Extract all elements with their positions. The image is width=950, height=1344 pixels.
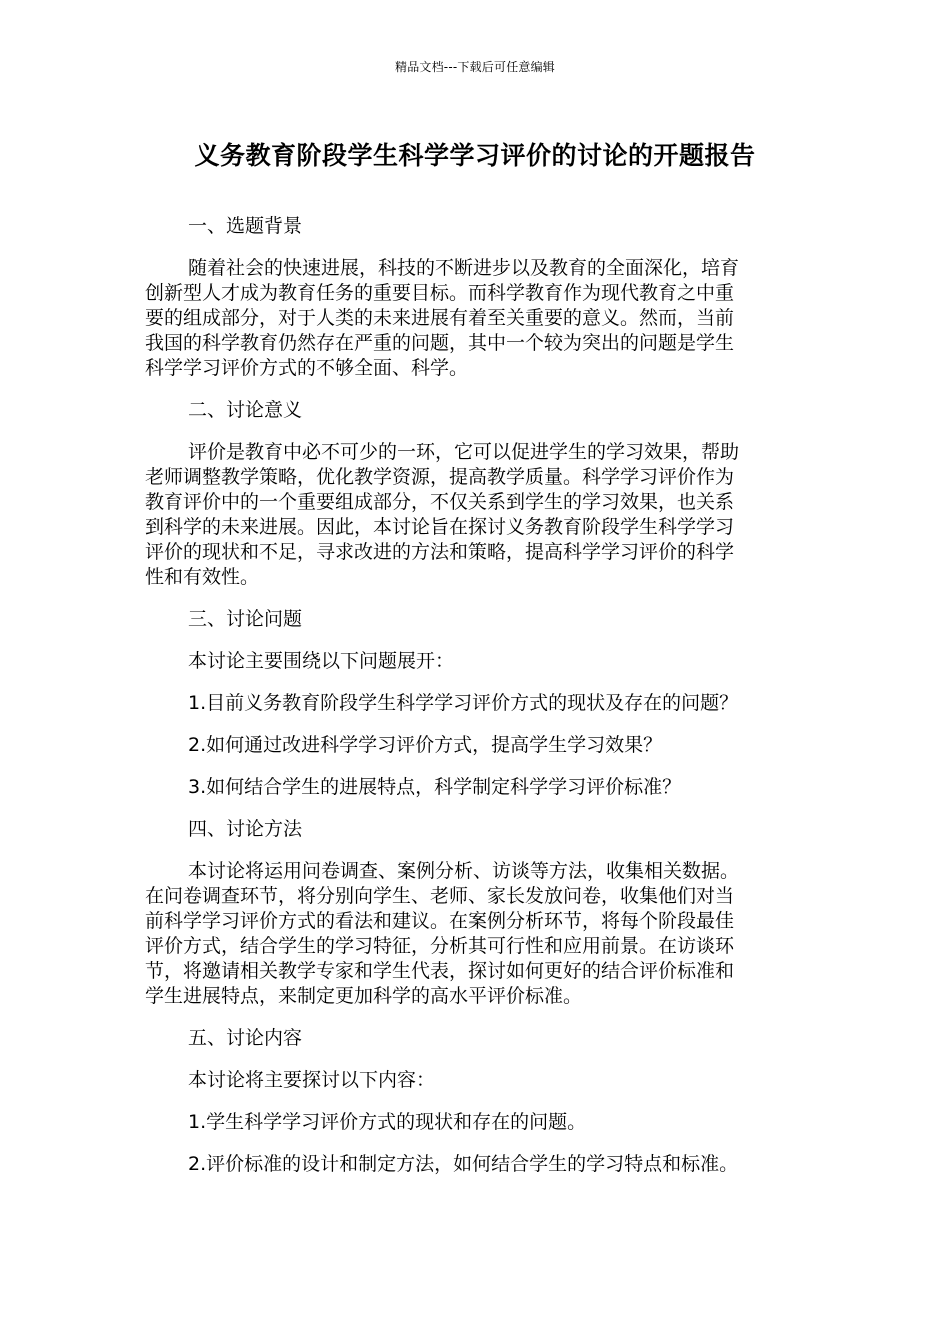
section-paragraph-significance: 评价是教育中必不可少的一环，它可以促进学生的学习效果，帮助 老师调整教学策略，优化教学资源，提高教学质量。科学学习评价作为 教育评价中的一个重要组成部分，不仅关系到学生的学习效果，也关系 到科学的未来进展。因此，本讨论旨在探讨义务教育阶段学生科学学习 评价的现状和不足，寻求改进的方法和策略，提高科学学习评价的科学 性和有效性。 (145, 441, 740, 588)
document-title: 义务教育阶段学生科学学习评价的讨论的开题报告 (194, 141, 756, 170)
list-item: 2.如何通过改进科学学习评价方式，提高学生学习效果？ (188, 734, 663, 756)
document-body (145, 214, 793, 1194)
section-heading-background: 一、选题背景 (188, 215, 303, 237)
section-heading-content: 五、讨论内容 (188, 1027, 303, 1049)
section-paragraph-methods: 本讨论将运用问卷调查、案例分析、访谈等方法，收集相关数据。 在问卷调查环节，将分别向学生、老师、家长发放问卷，收集他们对当 前科学学习评价方式的看法和建议。在案例分析环节，将每个阶段最佳 评价方式，结合学生的学习特征，分析其可行性和应用前景。在访谈环 节，将邀请相关教学专家和学生代表，探讨如何更好的结合评价标准和 学生进展特点，来制定更加科学的高水平评价标准。 (145, 860, 740, 1007)
section-heading-methods: 四、讨论方法 (188, 818, 303, 840)
header-note: 精品文档---下载后可任意编辑 (395, 60, 555, 74)
section-heading-questions: 三、讨论问题 (188, 608, 303, 630)
list-item: 1.学生科学学习评价方式的现状和存在的问题。 (188, 1111, 587, 1133)
list-item: 2.评价标准的设计和制定方法，如何结合学生的学习特点和标准。 (188, 1153, 739, 1175)
section-paragraph-background: 随着社会的快速进展，科技的不断进步以及教育的全面深化，培育 创新型人才成为教育任务的重要目标。而科学教育作为现代教育之中重 要的组成部分，对于人类的未来进展有着至关重要的意义。然而，当前 我国的科学教育仍然存在严重的问题，其中一个较为突出的问题是学生 科学学习评价方式的不够全面、科学。 (145, 257, 740, 379)
section-intro-content: 本讨论将主要探讨以下内容： (188, 1069, 436, 1091)
section-intro-questions: 本讨论主要围绕以下问题展开： (188, 650, 455, 672)
section-heading-significance: 二、讨论意义 (188, 399, 303, 421)
list-item: 3.如何结合学生的进展特点，科学制定科学学习评价标准？ (188, 776, 682, 798)
list-item: 1.目前义务教育阶段学生科学学习评价方式的现状及存在的问题？ (188, 692, 739, 714)
